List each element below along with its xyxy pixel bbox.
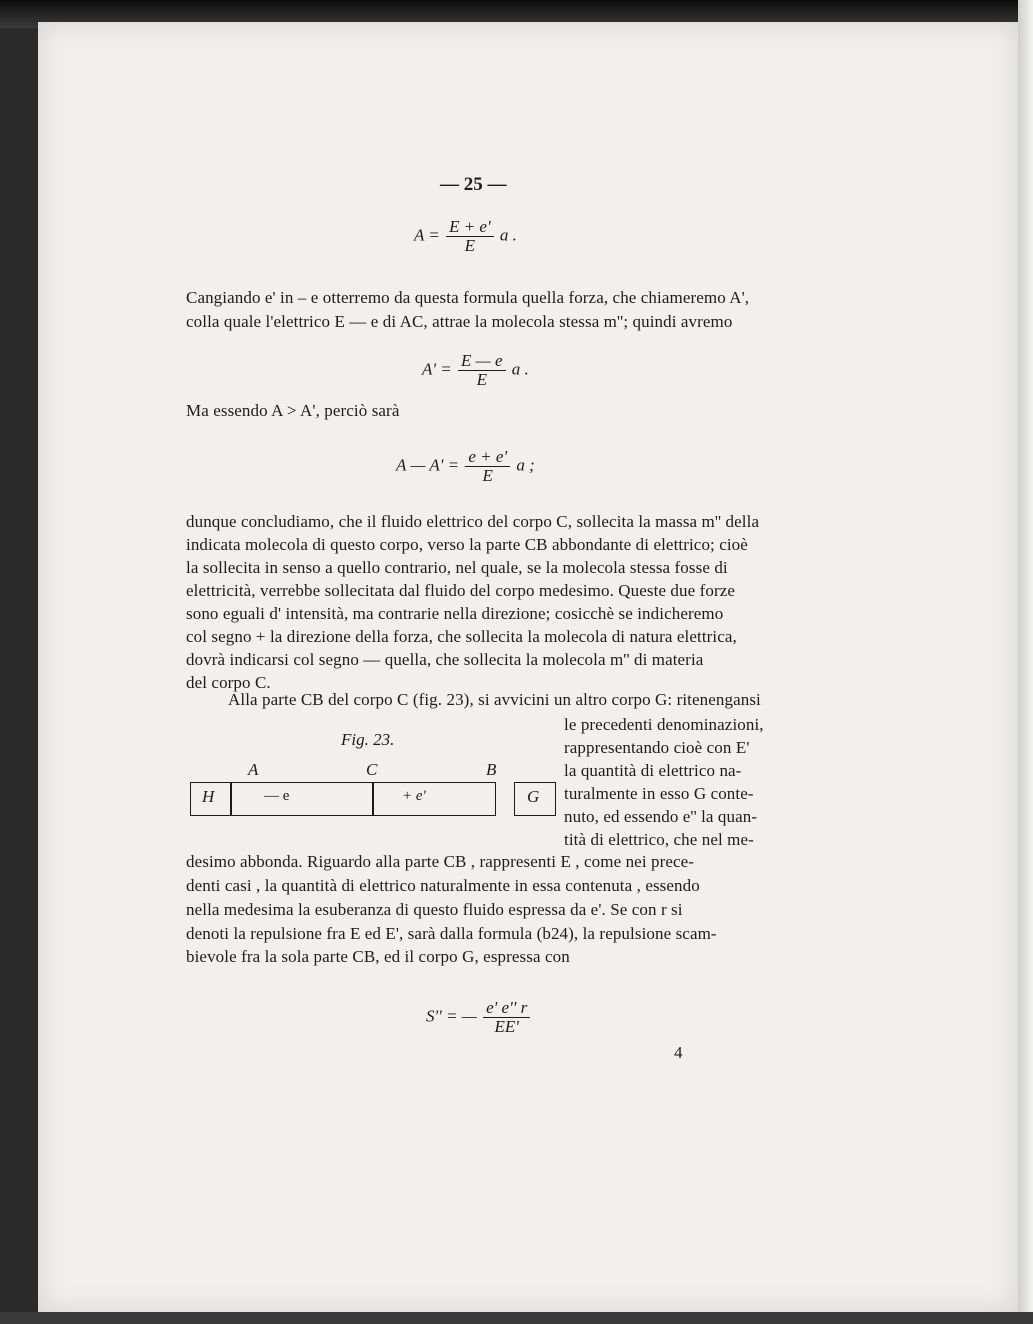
paragraph-2-line-2: indicata molecola di questo corpo, verso la parte CB abbondante di elettrico; cioè xyxy=(186,535,748,554)
paragraph-2-line-6: col segno + la direzione della forza, che sollecita la molecola di natura elettrica, xyxy=(186,627,737,646)
figure-segment-left-label: — e xyxy=(264,788,290,804)
equation-3-denominator: E xyxy=(482,466,493,485)
equation-4-denominator: EE' xyxy=(494,1017,519,1036)
equation-1-tail: a . xyxy=(499,225,517,245)
equation-1-denominator: E xyxy=(464,236,476,255)
paragraph-2-line-7: dovrà indicarsi col segno — quella, che sollecita la molecola m'' di materia xyxy=(186,650,704,669)
footer-signature-number: 4 xyxy=(674,1043,683,1062)
equation-2-lhs: A' = xyxy=(422,359,452,379)
paragraph-3-line-rest-3: nella medesima la esuberanza di questo fluido espressa da e'. Se con r si xyxy=(186,900,683,919)
page-header-number: — 25 — xyxy=(440,174,507,195)
figure-caption: Fig. 23. xyxy=(341,730,395,749)
paragraph-2-line-5: sono eguali d' intensità, ma contrarie nella direzione; cosicchè se indicheremo xyxy=(186,604,724,623)
paragraph-3-line-rest-2: denti casi , la quantità di elettrico naturalmente in essa contenuta , essendo xyxy=(186,876,700,895)
equation-3-tail: a ; xyxy=(516,455,535,475)
paragraph-3-right-line-5: nuto, ed essendo e'' la quan- xyxy=(564,807,758,826)
figure-label-c: C xyxy=(366,760,378,779)
figure-label-b: B xyxy=(486,760,497,779)
paragraph-2-line-1: dunque concludiamo, che il fluido elettrico del corpo C, sollecita la massa m'' della xyxy=(186,512,760,531)
equation-4-numerator: e' e'' r xyxy=(483,999,530,1018)
equation-2-fraction xyxy=(458,352,506,389)
paragraph-3-line-rest-4: denoti la repulsione fra E ed E', sarà dalla formula (b24), la repulsione scam- xyxy=(186,924,717,943)
paragraph-3-right-line-2: rappresentando cioè con E' xyxy=(564,738,750,757)
paragraph-3-right-line-3: la quantità di elettrico na- xyxy=(564,761,742,780)
figure-segment-right-label: + e' xyxy=(402,788,426,804)
equation-4-fraction xyxy=(483,999,530,1036)
paragraph-3-line-rest-1: desimo abbonda. Riguardo alla parte CB , rappresenti E , come nei prece- xyxy=(186,852,695,871)
figure-divider-c xyxy=(372,782,374,816)
paragraph-3-right-line-4: turalmente in esso G conte- xyxy=(564,784,754,803)
equation-3-numerator: e + e' xyxy=(465,448,510,467)
equation-3 xyxy=(396,448,535,485)
scan-right-edge xyxy=(1018,0,1033,1324)
equation-4 xyxy=(426,999,532,1036)
equation-3-fraction xyxy=(465,448,510,485)
document-page xyxy=(38,22,1018,1312)
scan-bottom-edge xyxy=(0,1312,1033,1324)
paragraph-3-right-line-1: le precedenti denominazioni, xyxy=(564,715,764,734)
equation-2-tail: a . xyxy=(511,359,529,379)
paragraph-3-right-line-6: tità di elettrico, che nel me- xyxy=(564,830,754,849)
paragraph-2-line-3: la sollecita in senso a quello contrario, nel quale, se la molecola stessa fosse di xyxy=(186,558,728,577)
paragraph-1-line-2: colla quale l'elettrico E — e di AC, attrae la molecola stessa m''; quindi avremo xyxy=(186,312,733,331)
paragraph-1-line-1: Cangiando e' in – e otterremo da questa formula quella forza, che chiameremo A', xyxy=(186,288,750,307)
figure-box-g-label: G xyxy=(527,787,540,806)
line-ma-essendo: Ma essendo A > A', perciò sarà xyxy=(186,401,400,420)
equation-1-lhs: A = xyxy=(414,225,440,245)
equation-2-denominator: E xyxy=(476,370,487,389)
equation-4-lhs: S'' = — xyxy=(426,1006,477,1026)
paragraph-3-line-rest-5: bievole fra la sola parte CB, ed il corpo G, espressa con xyxy=(186,947,570,966)
equation-3-lhs: A — A' = xyxy=(396,455,460,475)
equation-1-fraction xyxy=(446,218,494,255)
equation-1-numerator: E + e' xyxy=(446,218,494,237)
equation-2-numerator: E — e xyxy=(458,352,506,371)
equation-1 xyxy=(414,218,517,255)
figure-box-h-label: H xyxy=(202,787,215,806)
paragraph-2-line-4: elettricità, verrebbe sollecitata dal fluido del corpo medesimo. Queste due forze xyxy=(186,581,736,600)
paragraph-2-line-8: del corpo C. xyxy=(186,673,271,692)
equation-2 xyxy=(422,352,529,389)
paragraph-3-line-1: Alla parte CB del corpo C (fig. 23), si avvicini un altro corpo G: ritenengansi xyxy=(228,690,761,709)
figure-label-a: A xyxy=(248,760,259,779)
